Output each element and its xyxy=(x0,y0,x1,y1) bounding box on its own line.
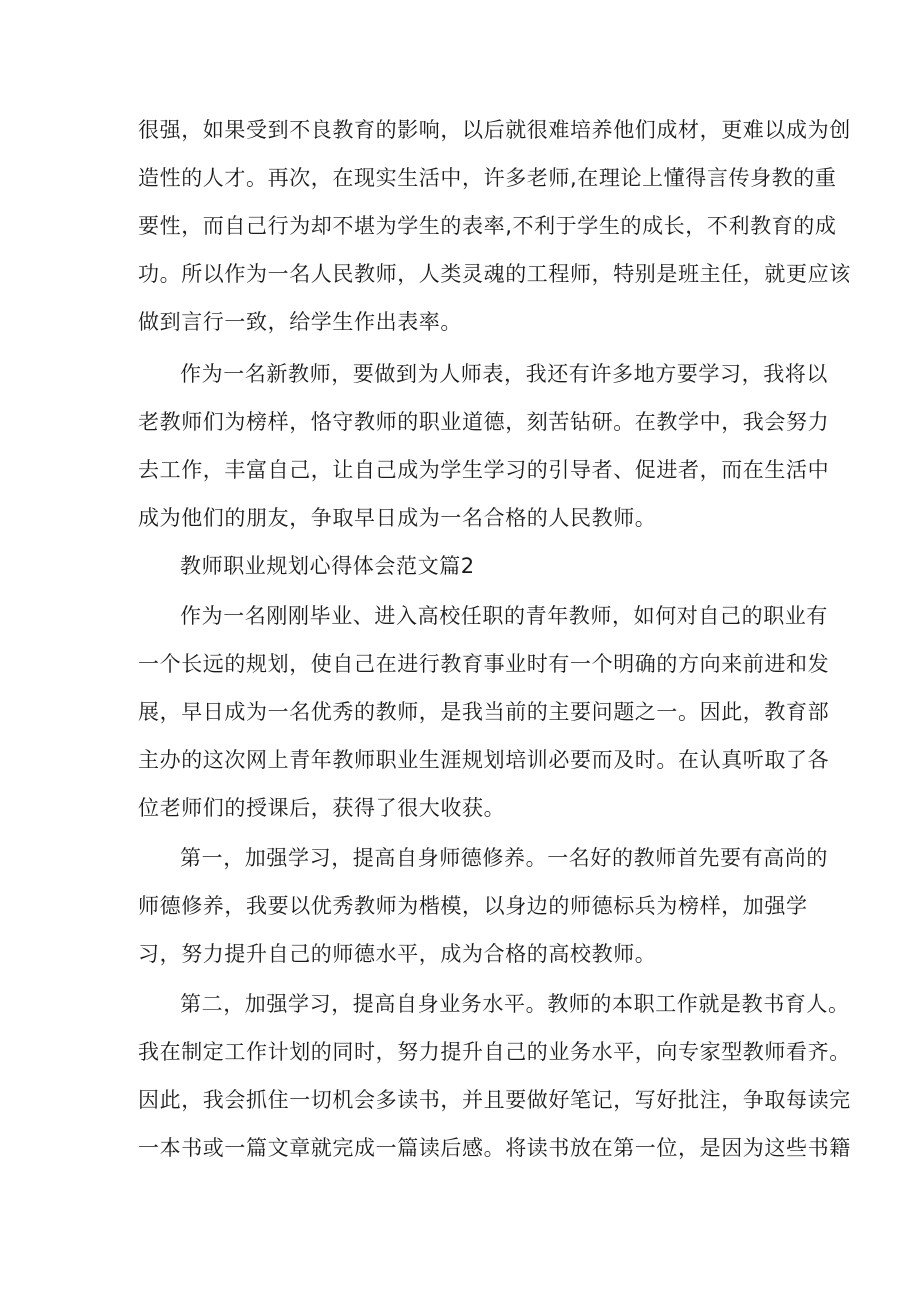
paragraph-line: 师德修养，我要以优秀教师为楷模，以身边的师德标兵为榜样，加强学 xyxy=(138,894,808,918)
paragraph-line: 习，努力提升自己的师德水平，成为合格的高校教师。 xyxy=(138,942,657,966)
paragraph-line: 成为他们的朋友，争取早日成为一名合格的人民教师。 xyxy=(138,506,657,530)
paragraph-line: 第一，加强学习，提高自身师德修养。一名好的教师首先要有高尚的 xyxy=(180,846,828,870)
paragraph-line: 展，早日成为一名优秀的教师，是我当前的主要问题之一。因此，教育部 xyxy=(138,700,830,724)
paragraph-line: 老教师们为榜样，恪守教师的职业道德，刻苦钻研。在教学中，我会努力 xyxy=(138,410,830,434)
paragraph-line: 作为一名刚刚毕业、进入高校任职的青年教师，如何对自己的职业有 xyxy=(180,604,828,628)
paragraph-line: 去工作，丰富自己，让自己成为学生学习的引导者、促进者，而在生活中 xyxy=(138,458,830,482)
paragraph-line: 一本书或一篇文章就完成一篇读后感。将读书放在第一位，是因为这些书籍 xyxy=(138,1136,851,1160)
section-heading: 教师职业规划心得体会范文篇2 xyxy=(180,554,475,578)
paragraph-line: 很强，如果受到不良教育的影响，以后就很难培养他们成材，更难以成为创 xyxy=(138,118,851,142)
paragraph-line: 第二，加强学习，提高自身业务水平。教师的本职工作就是教书育人。 xyxy=(180,992,850,1016)
paragraph-line: 功。所以作为一名人民教师，人类灵魂的工程师，特别是班主任，就更应该 xyxy=(138,262,851,286)
paragraph-line: 作为一名新教师，要做到为人师表，我还有许多地方要学习，我将以 xyxy=(180,362,828,386)
paragraph-line: 做到言行一致，给学生作出表率。 xyxy=(138,310,462,334)
paragraph-line: 位老师们的授课后，获得了很大收获。 xyxy=(138,796,506,820)
paragraph-line: 因此，我会抓住一切机会多读书，并且要做好笔记，写好批注，争取每读完 xyxy=(138,1088,851,1112)
paragraph-line: 我在制定工作计划的同时，努力提升自己的业务水平，向专家型教师看齐。 xyxy=(138,1040,851,1064)
paragraph-line: 要性，而自己行为却不堪为学生的表率,不利于学生的成长，不利教育的成 xyxy=(138,214,837,238)
paragraph-line: 一个长远的规划，使自己在进行教育事业时有一个明确的方向来前进和发 xyxy=(138,652,830,676)
paragraph-line: 造性的人才。再次，在现实生活中，许多老师,在理论上懂得言传身教的重 xyxy=(138,166,837,190)
paragraph-line: 主办的这次网上青年教师职业生涯规划培训必要而及时。在认真听取了各 xyxy=(138,748,830,772)
